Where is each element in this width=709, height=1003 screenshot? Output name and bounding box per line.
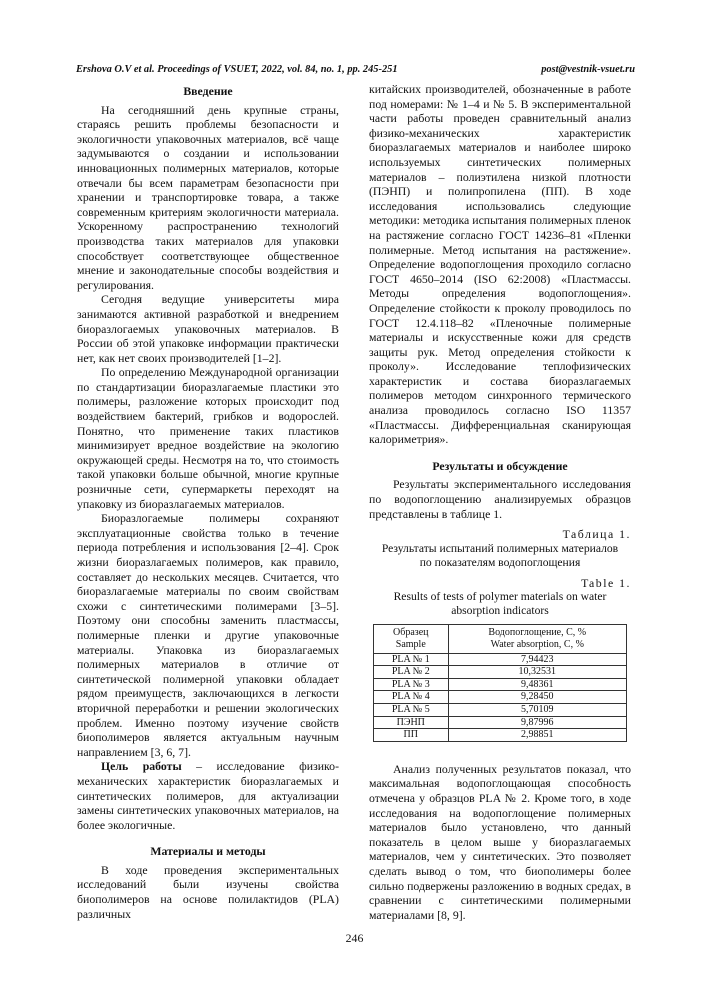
sample-cell: PLA № 5 <box>374 703 449 716</box>
sample-cell: PLA № 1 <box>374 653 449 666</box>
goal-text: – исследование физико-механических характеристик биоразлагаемых и синтетических полимеров, для актуализации замены синтетических упаковочных материалов, на более экологичные. <box>77 759 340 832</box>
value-cell: 9,28450 <box>448 691 626 704</box>
table-title-en: Results of tests of polymer materials on water absorption indicators <box>393 590 607 618</box>
sample-cell: PLA № 3 <box>374 678 449 691</box>
paragraph: Результаты экспериментального исследования по водопоглощению анализируемых образцов представлены в таблице 1. <box>369 477 631 521</box>
paragraph-methods: В ходе проведения экспериментальных исследований были изучены свойства биополимеров на основе полилактидов (PLA) различных <box>77 862 339 921</box>
water-absorption-table <box>373 624 627 741</box>
table-row <box>374 666 627 679</box>
section-heading-results: Результаты и обсуждение <box>432 458 568 473</box>
value-cell: 9,48361 <box>448 678 626 691</box>
paragraph: Анализ полученных результатов показал, что максимальная водопоглощающая способность отмечена у образцов PLA № 2. Кроме того, в ходе исследования на водопоглощение полимерных материалов было установлено, что данный показатель в целом выше у биоразлагаемых материалов, чем у синтетических. Это позволяет сделать вывод о том, что биополимеры более сильно подвержены разложению в водных средах, в сравнении с синтетическими полимерными материалами [8, 9]. <box>369 761 631 922</box>
table-row <box>374 678 627 691</box>
paragraph-goal <box>77 759 339 832</box>
table-row <box>374 703 627 716</box>
goal-label: Цель работы <box>101 759 182 774</box>
sample-cell: ПП <box>374 729 449 742</box>
section-heading-methods: Материалы и методы <box>150 844 266 859</box>
table-title-ru: Результаты испытаний полимерных материалов по показателям водопоглощения <box>381 541 619 569</box>
table-row <box>374 691 627 704</box>
running-header-email: post@vestnik-vsuet.ru <box>541 64 635 75</box>
table-number-en: Table 1. <box>581 575 631 590</box>
table-header-row <box>374 625 627 653</box>
column-header-sample: Образец Sample <box>374 625 449 653</box>
value-cell: 9,87996 <box>448 716 626 729</box>
paragraph: По определению Международной организации по стандартизации биоразлагаемые пластики это полимеры, разложение которых происходит под воздействием бактерий, грибков и водорослей. Понятно, что применение таких пластиков минимизирует вредное воздействие на экологию окружающей среды. Несмотря на то, что стоимость такой упаковки больше обычной, многие крупные розничные сети, супермаркеты переходят на упаковку из биоразлагаемых материалов. <box>77 365 339 511</box>
running-header-citation: Ershova O.V et al. Proceedings of VSUET, 2022, vol. 84, no. 1, pp. 245-251 <box>76 64 398 75</box>
table-number-ru: Таблица 1. <box>562 527 631 542</box>
page-number: 246 <box>345 931 364 945</box>
table-row <box>374 653 627 666</box>
right-column <box>369 82 631 922</box>
value-cell: 2,98851 <box>448 729 626 742</box>
value-cell: 7,94423 <box>448 653 626 666</box>
left-column <box>77 82 339 921</box>
table-row <box>374 716 627 729</box>
column-header-water-absorption: Водопоглощение, C, % Water absorption, C, % <box>448 625 626 653</box>
value-cell: 10,32531 <box>448 666 626 679</box>
section-heading-introduction: Введение <box>183 84 233 98</box>
paragraph: На сегодняшний день крупные страны, стараясь решить проблемы безопасности и экологичности упаковочных материалов, всё чаще задумываются о создании и использовании инновационных полимерных материалов, которые отвечали бы всем параметрам безопасности при хранении и транспортировке товара, а также современным критериям экологичности материала. Ускоренному распространению технологий производства таких материалов для упаковки способствует соответствующее общественное мнение и законодательные способы воздействия и регулирования. <box>77 102 339 292</box>
value-cell: 5,70109 <box>448 703 626 716</box>
paragraph: Биоразлогаемые полимеры сохраняют эксплуатационные свойства только в течение периода потребления и использования [2–4]. Срок жизни биоразлагаемых полимеров, как правило, составляет до нескольких месяцев. Считается, что биоразлагаемые материалы по своим свойствам схожи с синтетическими полимерами [3–5]. Поэтому они способны заменить пластмассы, полимерные пленки и другие упаковочные материалы. Упаковка из биоразлагаемых полимерных материалов в отличие от синтетической полимерной упаковки обладает рядом преимуществ, заключающихся в легкости вторичной переработки и решении экологических проблем. Именно поэтому изучение свойств биополимеров является актуальным научным направлением [3, 6, 7]. <box>77 511 339 759</box>
sample-cell: PLA № 4 <box>374 691 449 704</box>
paragraph-methods-continued: китайских производителей, обозначенные в работе под номерами: № 1–4 и № 5. В экспериментальной части работы проведен сравнительный анализ физико-механических характеристик биоразлагаемых материалов и наиболее широко используемых синтетических полимерных материалов – полиэтилена низкой плотности (ПЭНП) и полипропилена (ПП). В ходе исследования использовались следующие методики: методика испытания полимерных пленок на растяжение согласно ГОСТ 14236–81 «Пленки полимерные. Метод испытания на растяжение». Определение водопоглощения проходило согласно ГОСТ 4650–2014 (ISO 62:2008) «Пластмассы. Методы определения водопоглощения». Определение стойкости к проколу проводилось по ГОСТ 12.4.118–82 «Пленочные полимерные материалы и искусственные кожи для средств защиты рук. Метод определения стойкости к проколу». Исследование теплофизических характеристик и состава биоразлагаемых полимеров методом синхронного термического анализа проводилось согласно ISO 11357 «Пластмассы. Дифференциальная сканирующая калориметрия». <box>369 82 631 447</box>
sample-cell: PLA № 2 <box>374 666 449 679</box>
table-row <box>374 729 627 742</box>
sample-cell: ПЭНП <box>374 716 449 729</box>
paragraph: Сегодня ведущие университеты мира занимаются активной разработкой и внедрением биоразлогаемых упаковочных материалов. В России об этой упаковке информации практически нет, как нет своих производителей [1–2]. <box>77 292 339 365</box>
